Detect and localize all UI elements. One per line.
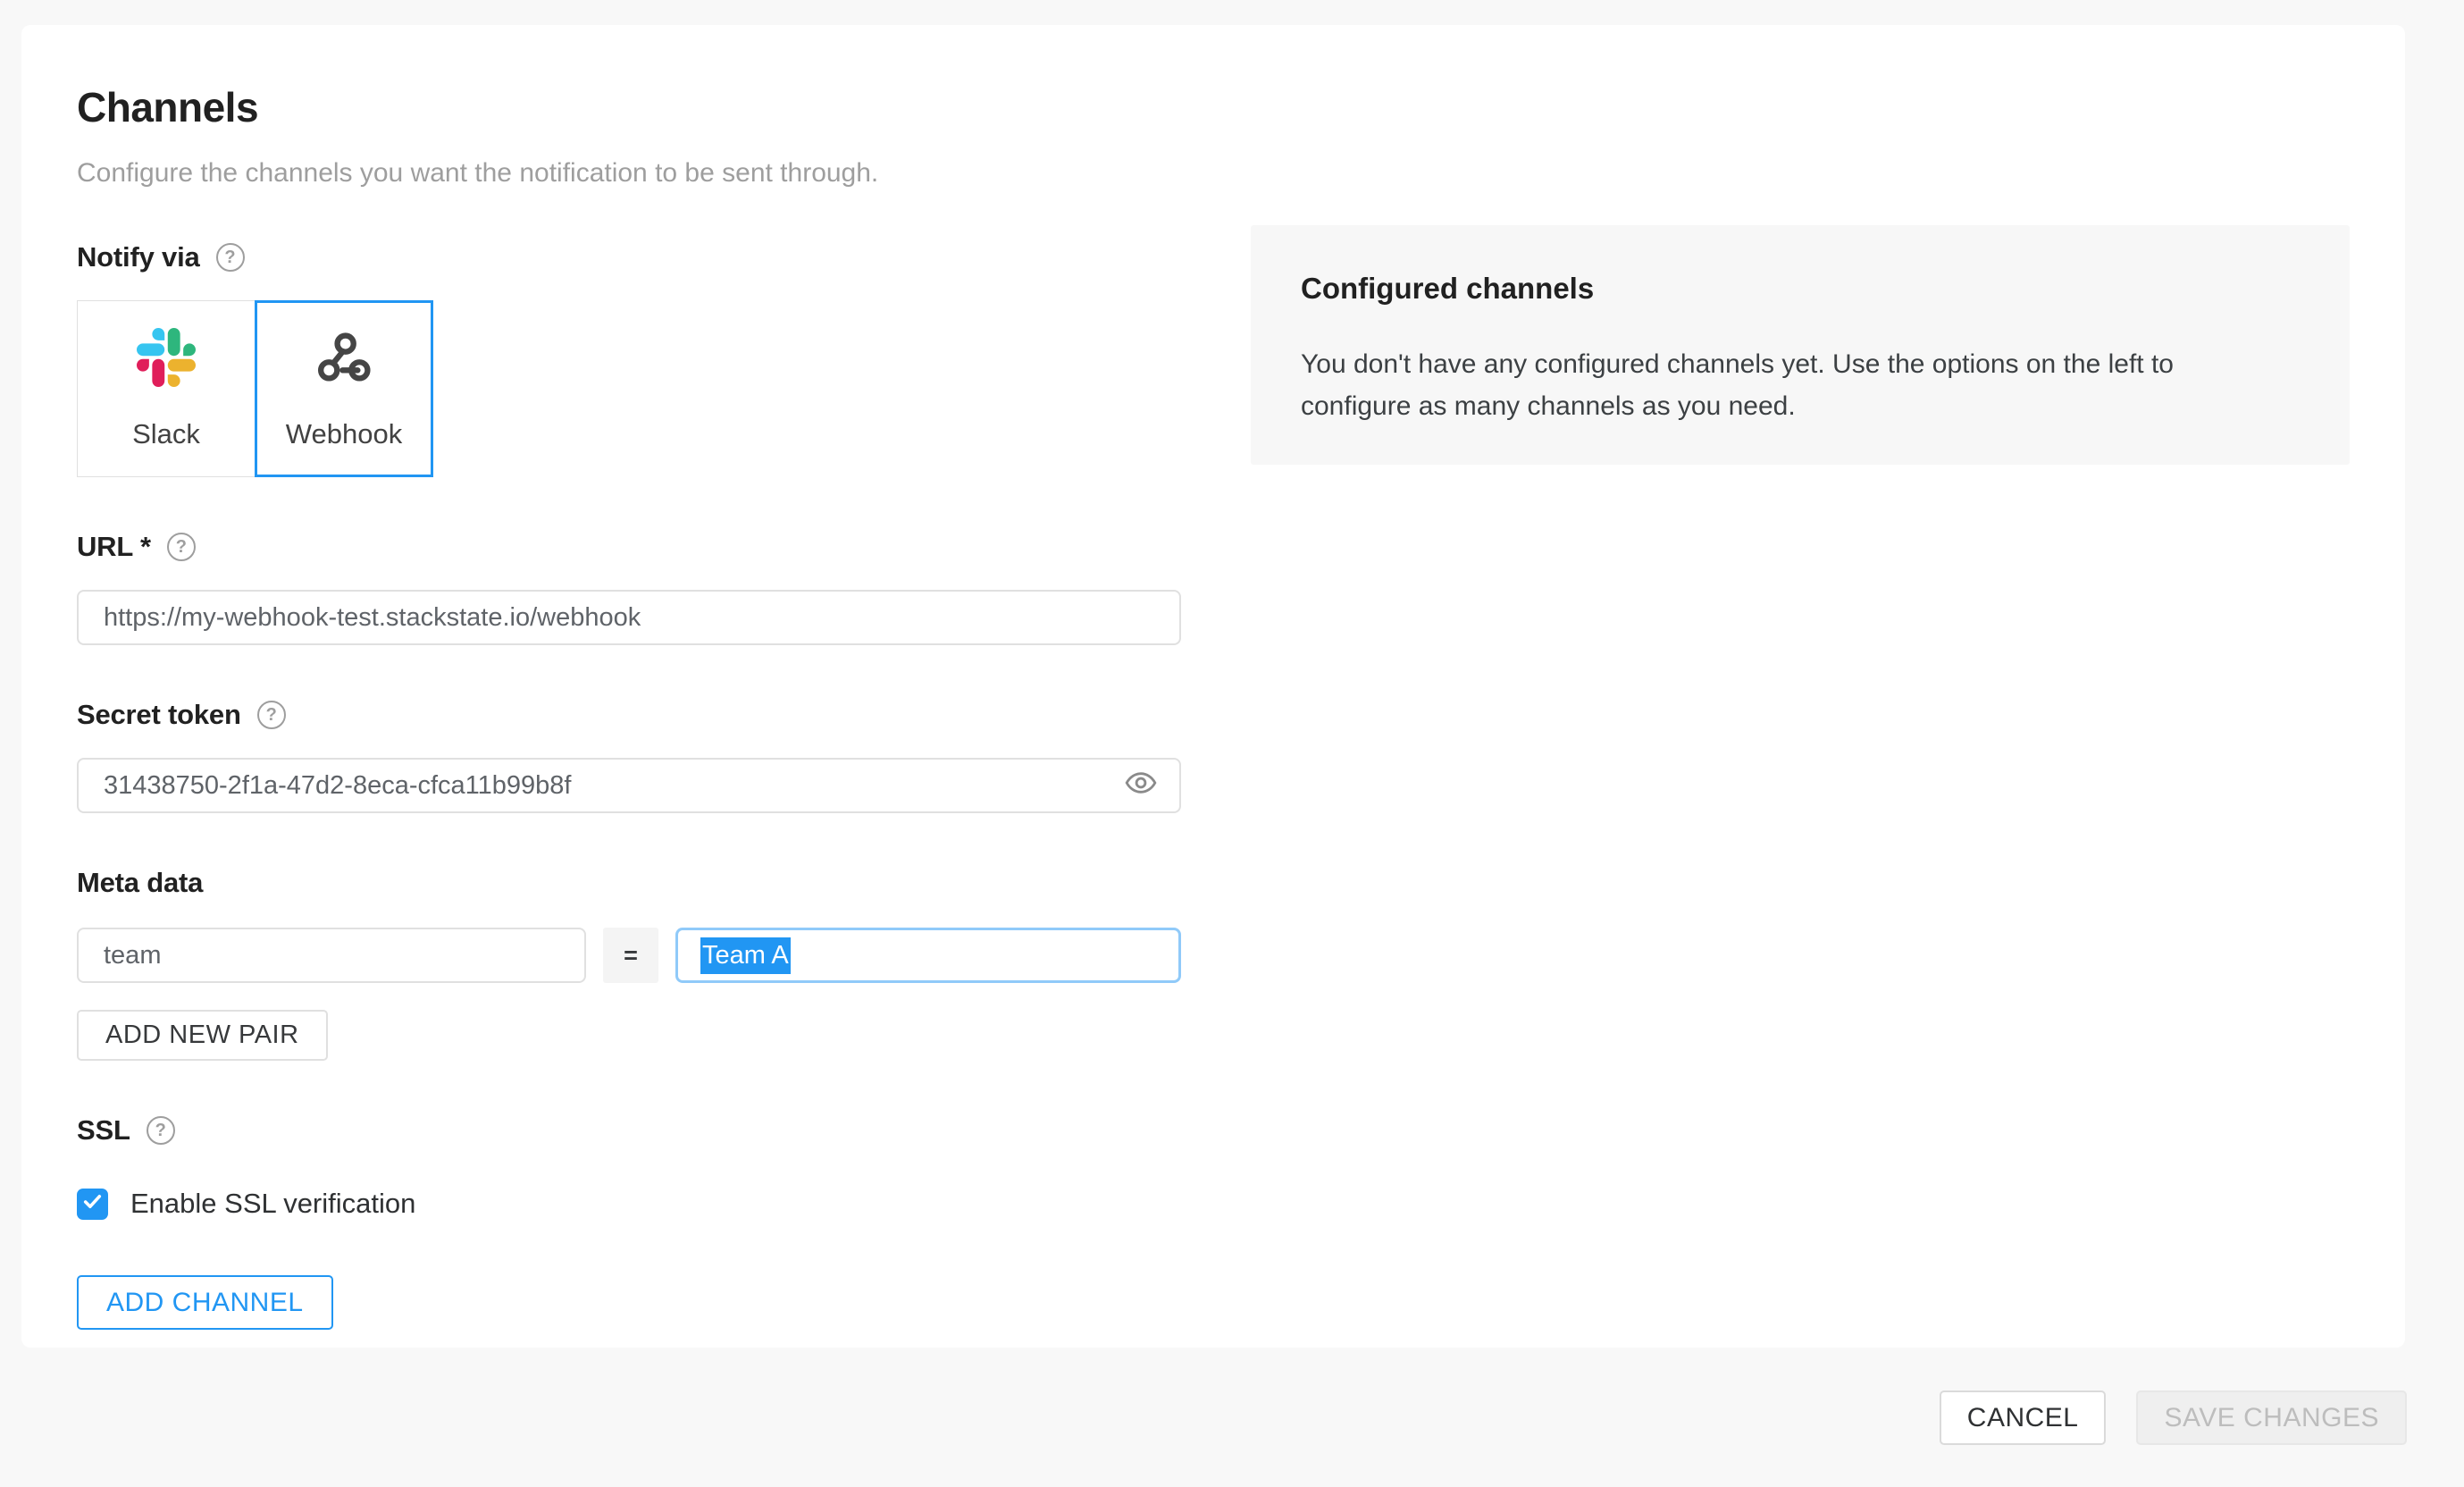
secret-token-label: Secret token <box>77 699 241 730</box>
webhook-icon <box>314 328 373 391</box>
notify-via-label: Notify via <box>77 241 200 273</box>
slack-logo-icon <box>137 328 196 391</box>
reveal-secret-button[interactable] <box>1124 767 1158 801</box>
configured-channels-panel <box>1251 225 2350 465</box>
eye-icon <box>1124 766 1158 802</box>
meta-key-input[interactable] <box>77 928 586 983</box>
save-changes-button[interactable]: SAVE CHANGES <box>2136 1390 2407 1445</box>
option-label-webhook: Webhook <box>285 417 403 449</box>
ssl-checkbox-label: Enable SSL verification <box>130 1188 416 1219</box>
option-card-webhook[interactable] <box>255 300 433 477</box>
url-label: URL * <box>77 531 151 562</box>
checkmark-icon <box>81 1190 104 1217</box>
url-input[interactable] <box>77 590 1181 645</box>
ssl-help-icon[interactable]: ? <box>147 1116 175 1145</box>
secret-token-help-icon[interactable]: ? <box>257 701 286 729</box>
notify-via-help-icon[interactable]: ? <box>216 243 245 272</box>
add-channel-button[interactable]: ADD CHANNEL <box>77 1275 333 1330</box>
cancel-button[interactable]: CANCEL <box>1940 1390 2107 1445</box>
configured-channels-title: Configured channels <box>1301 272 1595 305</box>
url-help-icon[interactable]: ? <box>167 533 196 561</box>
option-label-slack: Slack <box>132 417 200 449</box>
equals-separator: = <box>603 928 658 983</box>
selected-input-text: Team A <box>700 937 791 974</box>
page-subtitle: Configure the channels you want the notification to be sent through. <box>77 158 879 188</box>
add-new-pair-button[interactable]: ADD NEW PAIR <box>77 1010 328 1061</box>
meta-data-pair-row <box>77 928 2350 983</box>
meta-value-input[interactable] <box>675 928 1181 983</box>
option-card-slack[interactable] <box>77 300 256 477</box>
ssl-label: SSL <box>77 1114 130 1146</box>
channels-panel <box>21 25 2405 1348</box>
configured-channels-empty-text: You don't have any configured channels yet. Use the options on the left to configure as many channels as you need. <box>1301 349 2174 421</box>
meta-data-label: Meta data <box>77 867 204 898</box>
footer-actions <box>1940 1390 2407 1445</box>
secret-token-input[interactable] <box>77 758 1181 813</box>
ssl-verification-checkbox[interactable] <box>77 1189 108 1220</box>
page-title: Channels <box>77 84 259 130</box>
